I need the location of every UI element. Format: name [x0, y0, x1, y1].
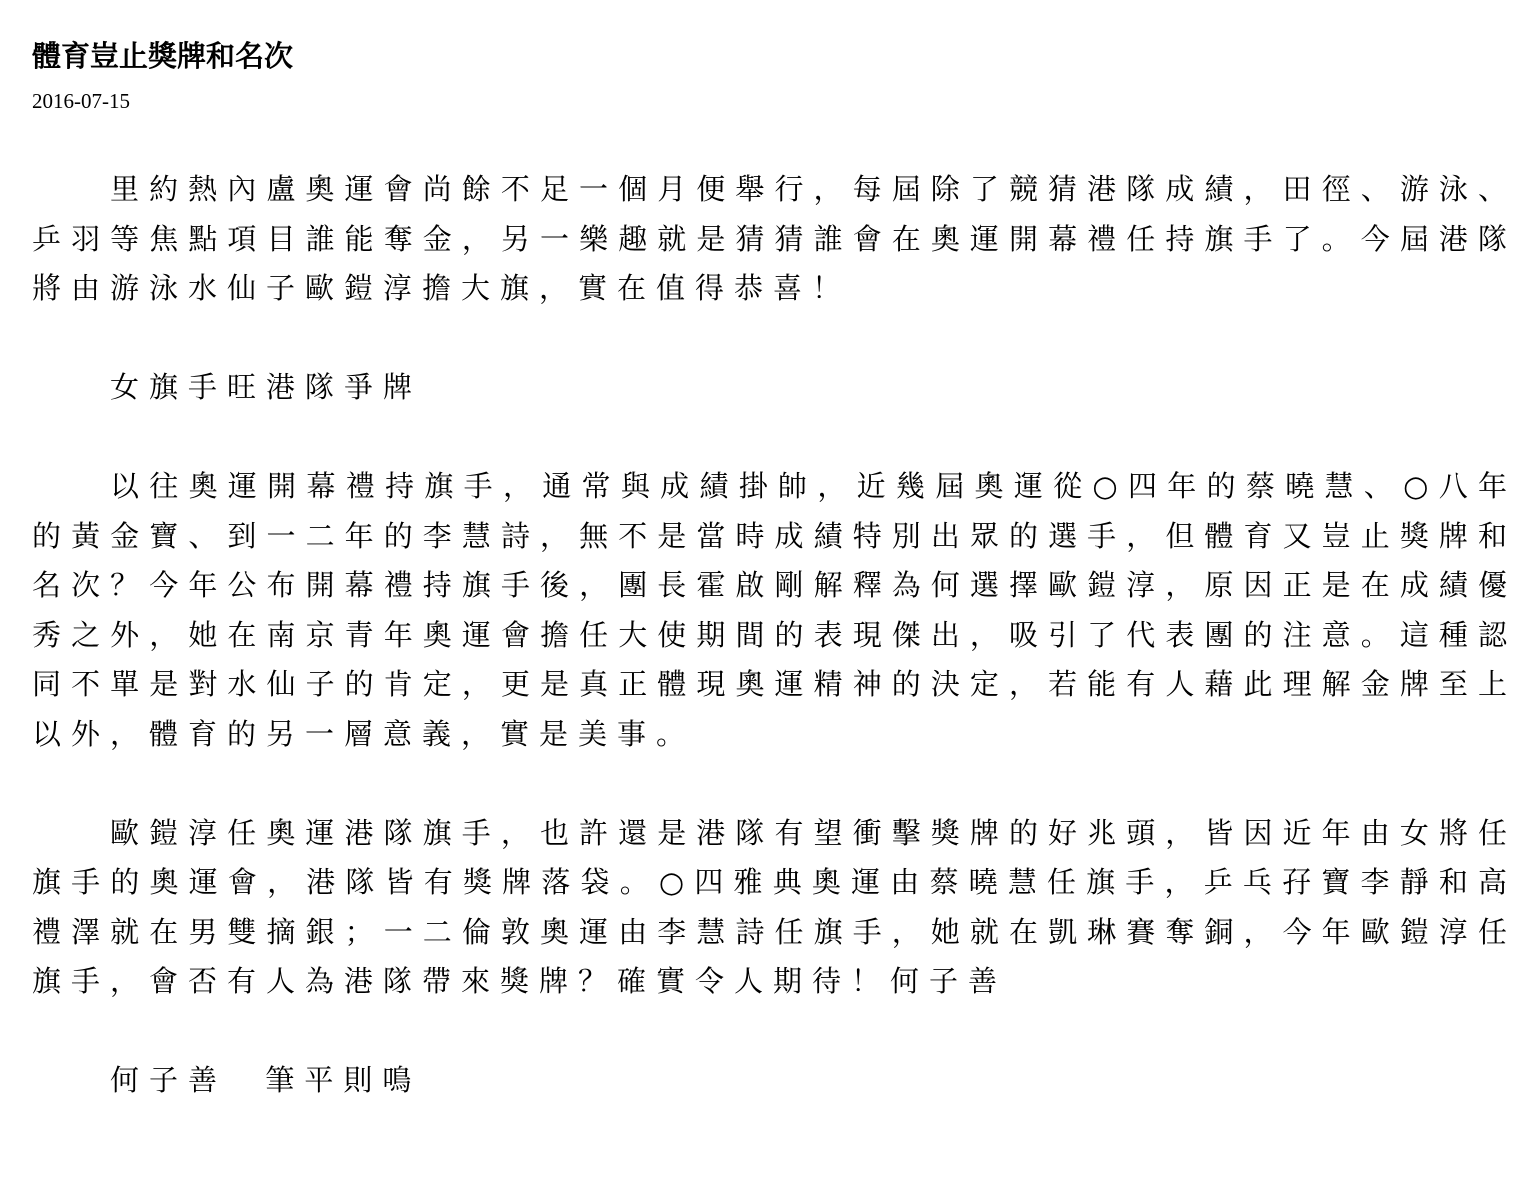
- article-date: 2016-07-15: [32, 89, 130, 113]
- paragraph-intro: 里約熱內盧奧運會尚餘不足一個月便舉行，每屆除了競猜港隊成績，田徑、游泳、乒羽等焦點項目誰能奪金，另一樂趣就是猜猜誰會在奧運開幕禮任持旗手了。今屆港隊將由游泳水仙子歐鎧淳擔大旗，實在值得恭喜！: [32, 172, 1517, 305]
- article-body: [32, 165, 1517, 1106]
- article-title: 體育豈止獎牌和名次: [32, 39, 294, 73]
- paragraph-medal-hopes: 歐鎧淳任奧運港隊旗手，也許還是港隊有望衝擊獎牌的好兆頭，皆因近年由女將任旗手的奧運會，港隊皆有獎牌落袋。○四雅典奧運由蔡曉慧任旗手，乒乓孖寶李靜和高禮澤就在男雙摘銀；一二倫敦奧運由李慧詩任旗手，她就在凱琳賽奪銅，今年歐鎧淳任旗手，會否有人為港隊帶來獎牌？確實令人期待！何子善: [32, 815, 1517, 998]
- article: [32, 36, 1517, 1106]
- section-subheading: 女旗手旺港隊爭牌: [110, 370, 423, 404]
- paragraph-flagbearers: 以往奧運開幕禮持旗手，通常與成績掛帥，近幾屆奧運從○四年的蔡曉慧、○八年的黃金寶、到一二年的李慧詩，無不是當時成績特別出眾的選手，但體育又豈止獎牌和名次？今年公布開幕禮持旗手後，團長霍啟剛解釋為何選擇歐鎧淳，原因正是在成績優秀之外，她在南京青年奧運會擔任大使期間的表現傑出，吸引了代表團的注意。這種認同不單是對水仙子的肯定，更是真正體現奧運精神的決定，若能有人藉此理解金牌至上以外，體育的另一層意義，實是美事。: [32, 469, 1517, 751]
- author-signature: 何子善 筆平則鳴: [110, 1063, 422, 1097]
